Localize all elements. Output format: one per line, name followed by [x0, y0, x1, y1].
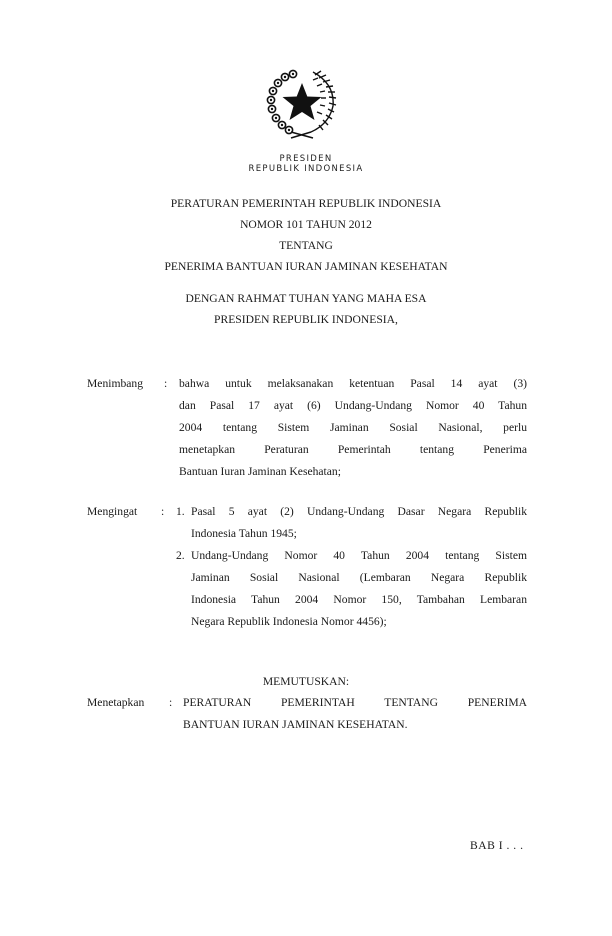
menetapkan-colon: : [169, 696, 173, 709]
mengingat-item-line: Undang-Undang Nomor 40 Tahun 2004 tentang Sistem [191, 549, 527, 562]
regulation-about-label: TENTANG [279, 239, 333, 252]
preamble-president: PRESIDEN REPUBLIK INDONESIA, [214, 313, 398, 326]
mengingat-item-number: 1. [176, 505, 185, 518]
mengingat-colon: : [161, 505, 165, 518]
mengingat-item-line: Indonesia Tahun 2004 Nomor 150, Tambahan Lembaran [191, 593, 527, 606]
regulation-subject: PENERIMA BANTUAN IURAN JAMINAN KESEHATAN [164, 260, 448, 273]
regulation-number: NOMOR 101 TAHUN 2012 [240, 218, 372, 231]
menimbang-label: Menimbang [87, 377, 144, 390]
mengingat-item-line: Jaminan Sosial Nasional (Lembaran Negara Republik [191, 571, 527, 584]
menimbang-line: 2004 tentang Sistem Jaminan Sosial Nasional, perlu [179, 421, 527, 434]
menimbang-text [179, 373, 527, 483]
regulation-title: PERATURAN PEMERINTAH REPUBLIK INDONESIA [170, 197, 442, 210]
menimbang-line: menetapkan Peraturan Pemerintah tentang Penerima [179, 443, 527, 456]
mengingat-item-line: Negara Republik Indonesia Nomor 4456); [191, 615, 387, 628]
preamble-invocation: DENGAN RAHMAT TUHAN YANG MAHA ESA [185, 292, 427, 305]
menetapkan-line: PERATURAN PEMERINTAH TENTANG PENERIMA [183, 696, 527, 709]
menimbang-line: dan Pasal 17 ayat (6) Undang-Undang Nomor 40 Tahun [179, 399, 527, 412]
mengingat-item-2 [191, 545, 527, 633]
mengingat-label: Mengingat [87, 505, 138, 518]
mengingat-item-line: Pasal 5 ayat (2) Undang-Undang Dasar Negara Republik [191, 505, 527, 518]
menetapkan-label: Menetapkan [87, 696, 145, 709]
memutuskan-heading: MEMUTUSKAN: [262, 675, 350, 688]
menimbang-colon: : [164, 377, 168, 390]
page-continuation-marker: BAB I . . . [470, 839, 524, 852]
emblem-caption-president: PRESIDEN [279, 154, 333, 164]
presidential-emblem-icon [263, 66, 341, 140]
menimbang-line: Bantuan Iuran Jaminan Kesehatan; [179, 465, 341, 478]
mengingat-item-number: 2. [176, 549, 185, 562]
mengingat-item-1 [191, 501, 527, 545]
menetapkan-text [183, 692, 527, 736]
emblem-caption-republic: REPUBLIK INDONESIA [248, 164, 364, 174]
menimbang-line: bahwa untuk melaksanakan ketentuan Pasal 14 ayat (3) [179, 377, 527, 390]
menetapkan-line: BANTUAN IURAN JAMINAN KESEHATAN. [183, 718, 408, 731]
mengingat-item-line: Indonesia Tahun 1945; [191, 527, 297, 540]
